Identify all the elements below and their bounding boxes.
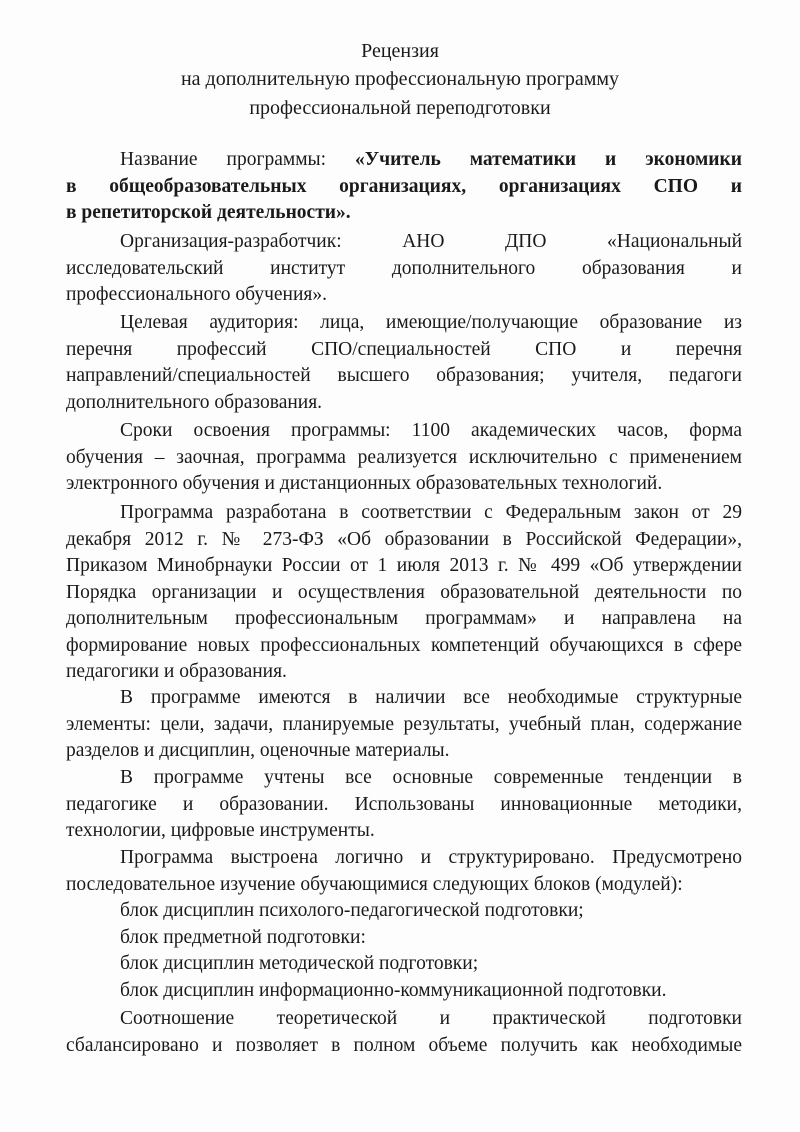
- modules-list: [66, 898, 742, 1004]
- paragraph-structure: [66, 685, 742, 765]
- list-item: блок предметной подготовки:: [120, 926, 366, 948]
- paragraph-balance: [66, 1006, 742, 1059]
- document-subtitle-line2: профессиональной переподготовки: [249, 97, 551, 119]
- paragraph-logic: [66, 845, 742, 898]
- legal-line5: дополнительным профессиональным программам» и направлена на: [66, 608, 742, 629]
- structure-line2: элементы: цели, задачи, планируемые результаты, учебный план, содержание: [66, 713, 742, 735]
- legal-line1: Программа разработана в соответствии с Федеральным закон от 29: [120, 502, 742, 523]
- trends-line2: педагогике и образовании. Использованы инновационные методики,: [66, 793, 742, 815]
- paragraph-target-audience: [66, 310, 742, 416]
- paragraph-developer: [66, 229, 742, 309]
- legal-line4: Порядка организации и осуществления образовательной деятельности по: [66, 581, 742, 603]
- paragraph-duration: [66, 418, 742, 498]
- trends-line1: В программе учтены все основные современные тенденции в: [120, 767, 742, 788]
- duration-line2: обучения – заочная, программа реализуется исключительно с применением: [66, 446, 742, 468]
- audience-line2: перечня профессий СПО/специальностей СПО и перечня: [66, 338, 742, 360]
- audience-line1: Целевая аудитория: лица, имеющие/получающие образование из: [120, 312, 742, 333]
- legal-line6: формирование новых профессиональных компетенций обучающихся в сфере: [66, 634, 742, 656]
- program-name-label: Название программы:: [120, 149, 327, 170]
- paragraph-legal-basis: [66, 500, 742, 686]
- list-item: блок дисциплин методической подготовки;: [120, 953, 479, 974]
- list-item: блок дисциплин психолого-педагогической подготовки;: [120, 900, 584, 921]
- legal-line7: педагогики и образования.: [66, 661, 287, 682]
- developer-line2: исследовательский институт дополнительного образования и: [66, 257, 742, 279]
- paragraph-program-name: [66, 147, 742, 227]
- program-name-line2: в общеобразовательных организациях, организациях СПО и: [66, 175, 742, 197]
- duration-line1: Сроки освоения программы: 1100 академических часов, форма: [120, 420, 742, 441]
- list-item: блок дисциплин информационно-коммуникационной подготовки.: [120, 979, 667, 1001]
- structure-line1: В программе имеются в наличии все необходимые структурные: [120, 687, 742, 708]
- trends-line3: технологии, цифровые инструменты.: [66, 820, 375, 841]
- audience-line3: направлений/специальностей высшего образования; учителя, педагоги: [66, 365, 742, 386]
- developer-line1: Организация-разработчик: АНО ДПО «Национальный: [120, 231, 742, 252]
- structure-line3: разделов и дисциплин, оценочные материалы.: [66, 740, 450, 761]
- developer-line3: профессионального обучения».: [66, 284, 328, 305]
- audience-line4: дополнительного образования.: [66, 391, 323, 413]
- program-name-line3: в репетиторской деятельности».: [66, 202, 351, 223]
- duration-line3: электронного обучения и дистанционных образовательных технологий.: [66, 473, 663, 494]
- program-name-line1: [66, 147, 742, 174]
- balance-line1: Соотношение теоретической и практической подготовки: [120, 1008, 742, 1029]
- program-name-title-start: «Учитель математики и экономики: [355, 149, 742, 170]
- legal-line2: декабря 2012 г. № 273-ФЗ «Об образовании в Российской Федерации»,: [66, 528, 742, 550]
- logic-line1: Программа выстроена логично и структурировано. Предусмотрено: [120, 847, 742, 868]
- document-title: Рецензия: [361, 40, 439, 62]
- document-subtitle-line1: на дополнительную профессиональную программу: [180, 68, 620, 90]
- logic-line2: последовательное изучение обучающимися следующих блоков (модулей):: [66, 873, 683, 895]
- paragraph-trends: [66, 765, 742, 845]
- legal-line3: Приказом Минобрнауки России от 1 июля 2013 г. № 499 «Об утверждении: [66, 555, 742, 576]
- balance-line2: сбалансировано и позволяет в полном объеме получить как необходимые: [66, 1034, 742, 1056]
